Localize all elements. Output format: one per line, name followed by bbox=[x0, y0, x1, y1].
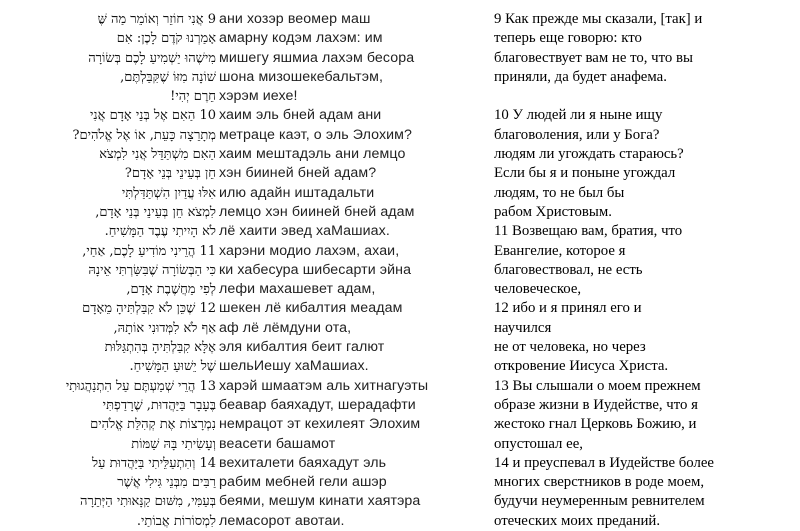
transliteration-line: лемасорот авотаи. bbox=[219, 512, 345, 529]
transliteration-line: метраце каэт, о эль Элохим? bbox=[219, 126, 413, 143]
russian-line: благоволения, или у Бога? bbox=[494, 126, 660, 143]
transliteration-line: эля кибалтия беит галют bbox=[219, 339, 385, 356]
russian-line: людям, то не был бы bbox=[494, 184, 625, 201]
transliteration-line: ани хозэр веомер маш bbox=[219, 11, 371, 27]
transliteration-line: беями, мешум кинати хаятэра bbox=[219, 493, 421, 510]
transliteration-line: шельИешу хаМашиах. bbox=[219, 358, 369, 375]
hebrew-line: וְעָשִׂיתִי בָּהּ שַׁמּוֹת bbox=[131, 436, 216, 452]
hebrew-line: חֵרֶם יְהִי! bbox=[170, 89, 216, 105]
russian-line: многих сверстников в роде моем, bbox=[494, 474, 705, 491]
russian-line: теперь еще говорю: кто bbox=[494, 30, 642, 47]
russian-line: не от человека, но через bbox=[494, 339, 646, 356]
transliteration-line: веасети башамот bbox=[219, 435, 336, 452]
hebrew-line: 13 הֲרֵי שְׁמַעְתֶּם עַל הִתְנַהֲגוּתִי bbox=[65, 378, 216, 394]
hebrew-line: לֹא הָיִיתִי עֶבֶד הַמָּשִׁיחַ. bbox=[104, 224, 216, 240]
hebrew-line: לְפִי מַחֲשֶׁבֶת אָדָם, bbox=[126, 282, 216, 298]
hebrew-line: בֶּעָבָר בַּיַּהֲדוּת, שֶׁרָדַפְתִּי bbox=[102, 397, 216, 413]
hebrew-line: 9 אֲנִי חוֹזֵר וְאוֹמֵר מַה שֶּׁ bbox=[97, 12, 216, 27]
hebrew-line: שֶׁל יֵשׁוּעַ הַמָּשִׁיחַ. bbox=[129, 359, 216, 375]
hebrew-line: 14 וְהִתְעַלֵּיתִי בַּיַּהֲדוּת עַל bbox=[92, 455, 216, 471]
transliteration-line: лё хаити эвед хаМашиах. bbox=[219, 223, 390, 240]
transliteration-line: мишегу яшмиа лахэм бесора bbox=[219, 49, 415, 66]
transliteration-line: немрацот эт кехилеят Элохим bbox=[219, 416, 421, 433]
transliteration-line: вехиталети баяхадут эль bbox=[219, 454, 387, 471]
russian-line: Если бы я и поныне угождал bbox=[494, 165, 676, 182]
hebrew-line: 10 הַאִם אֶל בְּנֵי אָדָם אֲנִי bbox=[90, 108, 216, 124]
hebrew-line: חֵן בְּעֵינֵי בְּנֵי אָדָם? bbox=[124, 166, 216, 182]
hebrew-line: רַבִּים מִבְּנֵי גִּילִי אֲשֶׁר bbox=[117, 475, 216, 491]
russian-line bbox=[494, 87, 794, 106]
transliteration-line: хаим эль бней адам ани bbox=[219, 107, 382, 124]
russian-line: 11 Возвещаю вам, братия, что bbox=[494, 223, 683, 240]
hebrew-line: לִמְצֹא חֵן בְּעֵינֵי בְּנֵי אָדָם, bbox=[95, 204, 216, 220]
transliteration-line: аф лё лёмдуни ота, bbox=[219, 319, 352, 336]
russian-line: отеческих моих преданий. bbox=[494, 512, 661, 529]
hebrew-line: הַאִם מִשְׁתַּדֵּל אֲנִי לִמְצֹא bbox=[99, 147, 216, 163]
hebrew-line: כִּי הַבְּשׂוֹרָה שֶׁבִּשַּׂרְתִּי אֵינָהּ bbox=[88, 262, 216, 278]
transliteration-line: шекен лё кибалтия меадам bbox=[219, 300, 403, 317]
hebrew-line: מִישֶׁהוּ יַשְׁמִיעַ לָכֶם בְּשׂוֹרָה bbox=[88, 50, 216, 66]
transliteration-line: хэн бииней бней адам? bbox=[219, 165, 377, 182]
russian-line: образе жизни в Иудействе, что я bbox=[494, 396, 698, 413]
russian-line: откровение Иисуса Христа. bbox=[494, 358, 669, 375]
transliteration-line: хэрэм иехе! bbox=[219, 88, 298, 105]
transliteration-line: ки хабесура шибесарти эйна bbox=[219, 261, 412, 278]
russian-column bbox=[494, 10, 794, 531]
transliteration-column bbox=[219, 10, 477, 531]
russian-line: 13 Вы слышали о моем прежнем bbox=[494, 377, 701, 394]
transliteration-line: харэй шмаатэм аль хитнагуэты bbox=[219, 377, 429, 394]
transliteration-line: амарну кодэм лахэм: им bbox=[219, 30, 383, 47]
russian-line: людям ли угождать стараюсь? bbox=[494, 146, 684, 163]
transliteration-line: лефи махашевет адам, bbox=[219, 281, 376, 298]
russian-line: благовествовал, не есть bbox=[494, 261, 643, 278]
russian-line: человеческое, bbox=[494, 281, 582, 298]
russian-line: приняли, да будет анафема. bbox=[494, 68, 667, 85]
russian-line: жестоко гнал Церковь Божию, и bbox=[494, 416, 697, 433]
transliteration-line: беавар баяхадут, шерадафти bbox=[219, 396, 416, 413]
hebrew-line: נִמְרָצוֹת אֶת קְהִלַּת אֱלֹהִים bbox=[90, 417, 216, 433]
russian-line: благовествует вам не то, что вы bbox=[494, 49, 693, 66]
hebrew-line: 12 שֶׁכֵּן לֹא קִבַּלְתִּיהָ מֵאָדָם bbox=[82, 301, 216, 317]
russian-line: будучи неумеренным ревнителем bbox=[494, 493, 705, 510]
hebrew-column bbox=[64, 10, 216, 531]
transliteration-line: харэни модио лахэм, ахаи, bbox=[219, 242, 400, 259]
hebrew-line: 11 הֲרֵינִי מוֹדִיעַ לָכֶם, אַחַי, bbox=[82, 243, 216, 259]
russian-line: 12 ибо и я принял его и bbox=[494, 300, 642, 317]
hebrew-line: אַף לֹא לִמְּדוּנִי אוֹתָהּ, bbox=[113, 320, 216, 336]
russian-line: Евангелие, которое я bbox=[494, 242, 626, 259]
russian-line: рабом Христовым. bbox=[494, 203, 612, 220]
hebrew-line: מְתָרֵצָה כָּעֵת, אוֹ אֶל אֱלֹהִים? bbox=[72, 127, 216, 143]
transliteration-line: илю адайн иштадальти bbox=[219, 184, 375, 201]
transliteration-line: хаим мештадэль ани лемцо bbox=[219, 146, 406, 163]
russian-line: научился bbox=[494, 319, 552, 336]
hebrew-line: לִמְסוֹרוֹת אֲבוֹתַי. bbox=[136, 513, 216, 529]
hebrew-line: בְּעַמִּי, מִשּׁוּם קַנָּאוּתִי הַיְּתֵרָה bbox=[80, 494, 216, 510]
hebrew-line: אֶלָּא קִבַּלְתִּיהָ בְּהִתְגַּלּוּת bbox=[104, 340, 216, 356]
transliteration-line: лемцо хэн бииней бней адам bbox=[219, 203, 415, 220]
hebrew-line: אָמַרְנוּ קֹדֶם לָכֶן: אִם bbox=[116, 31, 216, 47]
russian-line: 14 и преуспевал в Иудействе более bbox=[494, 454, 714, 471]
transliteration-line: шона мизошекебальтэм, bbox=[219, 68, 384, 85]
hebrew-line: אִלּוּ עֲדַיִן הִשְׁתַּדַּלְתִּי bbox=[121, 185, 216, 201]
russian-line: 9 Как прежде мы сказали, [так] и bbox=[494, 11, 703, 27]
russian-line: 10 У людей ли я ныне ищу bbox=[494, 107, 663, 124]
russian-line: опустошал ее, bbox=[494, 435, 583, 452]
transliteration-line: рабим мебней гели ашэр bbox=[219, 474, 387, 491]
hebrew-line: שׁוֹנָה מִזּוֹ שֶׁקִּבַּלְתֶּם, bbox=[120, 69, 216, 85]
